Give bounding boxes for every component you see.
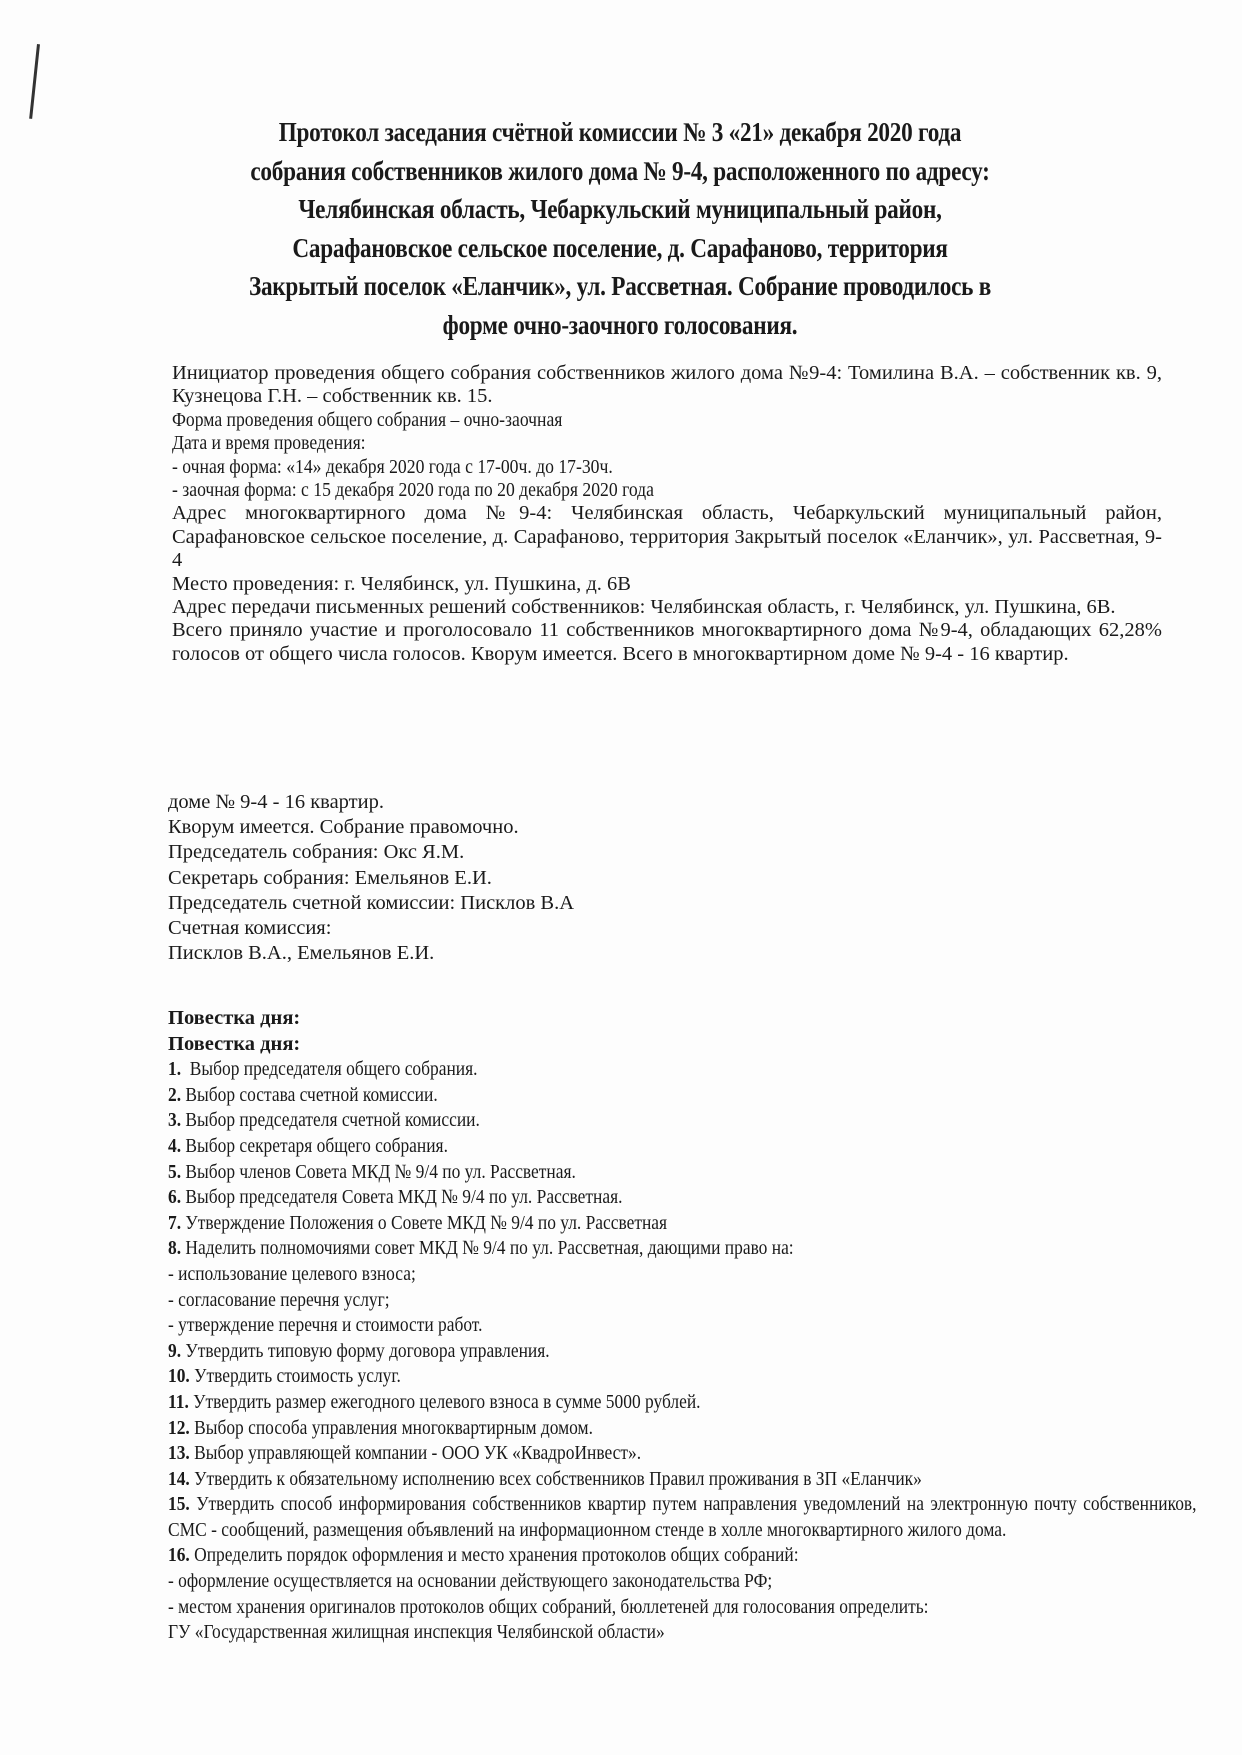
agenda-item-number: 4. [168,1134,182,1157]
agenda-item-text: ГУ «Государственная жилищная инспекция Челябинской области» [168,1621,665,1644]
agenda-item [168,1057,1197,1083]
title-line: Сарафановское сельское поселение, д. Сарафаново, территория [292,232,948,263]
agenda-item [168,1492,1201,1543]
scan-pen-mark [29,44,40,119]
agenda-item-number: 11. [168,1390,189,1413]
title-line: Протокол заседания счётной комиссии № 3 «21» декабря 2020 года [278,117,962,147]
agenda-item-number: 14. [168,1467,190,1490]
agenda-item-text: Выбор секретаря общего собрания. [181,1134,448,1157]
commission-members: Писклов В.А., Емельянов Е.И. [168,942,435,965]
agenda [168,1006,1201,1646]
initiator-paragraph: Инициатор проведения общего собрания собственников жилого дома №9-4: Томилина В.А. – собственник кв. 9, Кузнецова Г.Н. – собственник кв. 15. [172,362,1162,408]
title-line: Закрытый поселок «Еланчик», ул. Рассветная. Собрание проводилось в [248,271,992,301]
agenda-item-text: Наделить полномочиями совет МКД № 9/4 по ул. Рассветная, дающими право на: [181,1237,794,1260]
agenda-item [168,1083,1197,1109]
agenda-item-text: Утвердить типовую форму договора управления. [181,1339,550,1362]
agenda-item-text: Выбор председателя общего собрания. [181,1058,478,1081]
agenda-item-number: 5. [168,1160,182,1183]
agenda-item [168,1288,1197,1314]
agenda-item [168,1364,1197,1390]
agenda-item-text: Выбор управляющей компании - ООО УК «КвадроИнвест». [189,1442,642,1465]
agenda-item [168,1390,1197,1416]
agenda-item [168,1416,1197,1442]
agenda-item [168,1595,1197,1621]
agenda-item-text: Выбор председателя Совета МКД № 9/4 по ул. Рассветная. [181,1186,623,1209]
absentee-date: - заочная форма: с 15 декабря 2020 года по 20 декабря 2020 года [172,479,654,502]
meeting-form: Форма проведения общего собрания – очно-заочная [172,408,563,431]
agenda-item-number: 15. [168,1493,190,1516]
meeting-officials [168,790,1158,966]
agenda-item [168,1211,1197,1237]
agenda-heading: Повестка дня: [168,1007,301,1029]
agenda-item-text: - местом хранения оригиналов протоколов общих собраний, бюллетеней для голосования определить: [168,1595,929,1618]
datetime-label: Дата и время проведения: [172,432,366,455]
agenda-item-number: 1. [168,1058,182,1081]
agenda-item [168,1441,1197,1467]
agenda-item-number: 16. [168,1544,190,1567]
agenda-item-number: 3. [168,1109,182,1132]
agenda-item [168,1134,1197,1160]
agenda-item [168,1569,1197,1595]
title-line: Челябинская область, Чебаркульский муниципальный район, [298,194,942,224]
agenda-item-number: 6. [168,1186,182,1209]
commission-label: Счетная комиссия: [168,917,332,940]
agenda-item [168,1467,1197,1493]
agenda-item-text: Утвердить размер ежегодного целевого взноса в сумме 5000 рублей. [188,1390,701,1413]
agenda-item-text: - согласование перечня услуг; [168,1288,390,1311]
agenda-item [168,1620,1197,1646]
agenda-item-text: - оформление осуществляется на основании действующего законодательства РФ; [168,1570,773,1593]
agenda-item-text: Выбор состава счетной комиссии. [181,1083,438,1106]
participation-summary: Всего приняло участие и проголосовало 11 собственников многоквартирного дома №9-4, обладающих 62,28% голосов от общего числа голосов. Кворум имеется. Всего в многоквартирном доме № 9-4 - 16 квартир. [172,619,1162,665]
agenda-item [168,1108,1197,1134]
agenda-item-number: 7. [168,1211,182,1234]
decisions-address: Адрес передачи письменных решений собственников: Челябинская область, г. Челябинск, ул. Пушкина, 6В. [172,596,1116,619]
agenda-item-number: 13. [168,1442,190,1465]
document-title [216,113,1024,344]
agenda-item-number: 9. [168,1339,182,1362]
venue: Место проведения: г. Челябинск, ул. Пушкина, д. 6В [172,572,631,595]
agenda-item-number: 8. [168,1237,182,1260]
agenda-item-text: Утвердить стоимость услуг. [189,1365,401,1388]
meeting-info [172,362,1162,666]
agenda-item-text: - утверждение перечня и стоимости работ. [168,1314,483,1337]
agenda-item-text: Утвердить способ информирования собственников квартир путем направления уведомлений на электронную почту собственников, СМС - сообщений, размещения объявлений на информационном стенде в холле многоквартирного жилого дома. [168,1493,1201,1541]
agenda-item [168,1262,1197,1288]
agenda-heading: Повестка дня: [168,1032,301,1055]
agenda-item-text: Выбор председателя счетной комиссии. [181,1109,480,1132]
agenda-item [168,1543,1197,1569]
agenda-item-text: - использование целевого взноса; [168,1262,416,1285]
agenda-list [168,1057,1201,1646]
agenda-item-text: Утверждение Положения о Совете МКД № 9/4 по ул. Рассветная [181,1211,668,1234]
agenda-item-number: 12. [168,1416,190,1439]
title-line: собрания собственников жилого дома № 9-4, расположенного по адресу: [250,155,990,186]
agenda-item-number: 10. [168,1365,190,1388]
agenda-item [168,1236,1197,1262]
agenda-item-number: 2. [168,1083,182,1106]
agenda-item-text: Выбор способа управления многоквартирным домом. [189,1416,593,1439]
title-line: форме очно-заочного голосования. [442,309,798,340]
agenda-item [168,1339,1197,1365]
agenda-item-text: Выбор членов Совета МКД № 9/4 по ул. Рассветная. [181,1160,576,1183]
meeting-chair: Председатель собрания: Окс Я.М. [168,841,465,864]
apartments-count: доме № 9-4 - 16 квартир. [168,791,384,813]
agenda-item-text: Утвердить к обязательному исполнению всех собственников Правил проживания в ЗП «Еланчик» [189,1467,922,1490]
agenda-item-text: Определить порядок оформления и место хранения протоколов общих собраний: [189,1544,799,1567]
agenda-item [168,1160,1197,1186]
commission-chair: Председатель счетной комиссии: Писклов В.А [168,891,575,914]
agenda-item [168,1313,1197,1339]
meeting-secretary: Секретарь собрания: Емельянов Е.И. [168,866,492,889]
quorum-status: Кворум имеется. Собрание правомочно. [168,816,519,839]
in-person-date: - очная форма: «14» декабря 2020 года с 17-00ч. до 17-30ч. [172,455,613,478]
agenda-item [168,1185,1197,1211]
house-address: Адрес многоквартирного дома №9-4: Челябинская область, Чебаркульский муниципальный район, Сарафановское сельское поселение, д. Сарафаново, территория Закрытый поселок «Еланчик», ул. Рассветная, 9-4 [172,502,1162,572]
